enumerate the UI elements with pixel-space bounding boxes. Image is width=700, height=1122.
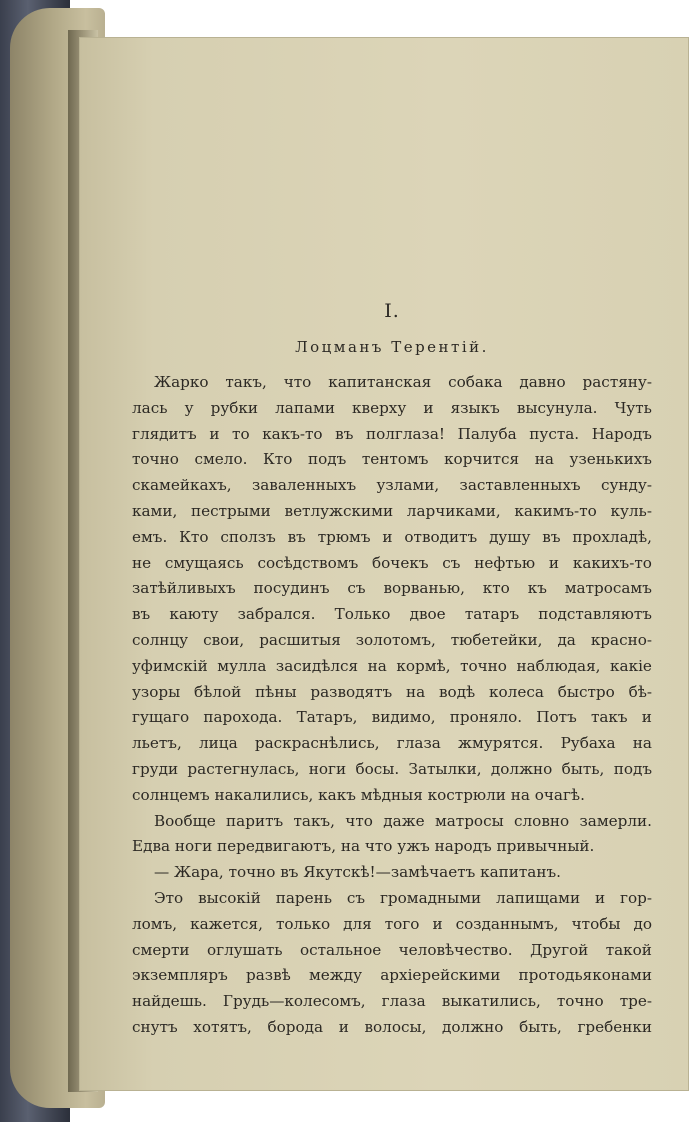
word: лица — [199, 734, 238, 753]
word: экземпляръ — [132, 966, 228, 985]
word: рубки — [210, 398, 259, 417]
word: нефтью — [474, 553, 536, 572]
word: высокій — [198, 888, 261, 907]
word: кажется, — [190, 914, 263, 933]
chapter-number: I. — [384, 300, 400, 322]
word: ларчиками, — [406, 501, 501, 520]
word: матросамъ — [564, 579, 652, 598]
text-line — [132, 989, 652, 1015]
word: остальное — [299, 940, 382, 959]
word: сунду- — [600, 476, 652, 495]
word: Потъ — [536, 708, 577, 727]
chapter-title: Лоцманъ Терентій. — [295, 338, 489, 356]
text-line — [132, 705, 652, 731]
word: гущаго — [132, 708, 190, 727]
word: скамейкахъ, — [132, 476, 232, 495]
word: узлами, — [376, 476, 440, 495]
word: посудинъ — [253, 579, 330, 598]
word: проняло. — [449, 708, 523, 727]
word: какъ-то — [262, 424, 323, 443]
word: снутъ — [132, 1017, 178, 1036]
word: быстро — [557, 682, 615, 701]
word: такъ, — [225, 373, 267, 391]
text-line — [132, 576, 652, 602]
word: растяну- — [582, 373, 652, 391]
word: для — [343, 914, 372, 933]
word: ворванью, — [383, 579, 465, 598]
word: смерти — [132, 940, 190, 959]
word: разводятъ — [310, 682, 393, 701]
word: человѣчество. — [398, 940, 513, 959]
text-line — [132, 886, 652, 912]
word: куль- — [610, 501, 652, 520]
word: кверху — [352, 398, 407, 417]
word: ломъ, — [132, 914, 178, 933]
word: растегнулась, — [187, 759, 300, 778]
word: босы. — [355, 759, 400, 778]
text-line — [132, 525, 652, 551]
word: съ — [347, 579, 366, 598]
word: громадными — [379, 888, 482, 907]
word: у — [184, 398, 194, 417]
word: между — [308, 966, 363, 985]
text-line — [132, 370, 652, 396]
word: ветлужскими — [284, 501, 394, 520]
word: точно — [556, 992, 604, 1011]
word: съ — [346, 888, 366, 907]
word: найдешь. — [132, 992, 207, 1011]
word: до — [633, 914, 652, 933]
word: словно — [514, 811, 570, 830]
word: уфимскій — [132, 656, 208, 675]
word: Кто — [179, 527, 209, 546]
word: волосы, — [364, 1017, 427, 1036]
word: Только — [334, 605, 391, 624]
word: Другой — [530, 940, 589, 959]
word: такъ — [590, 708, 628, 727]
word: Кто — [263, 450, 293, 469]
word: Чуть — [614, 398, 652, 417]
word: лапами — [275, 398, 335, 417]
word: прохладѣ, — [572, 527, 652, 546]
word: бочекъ — [372, 553, 429, 572]
word: то — [232, 424, 250, 443]
text-line: — Жара, точно въ Якутскѣ!—замѣчаетъ капитанъ. — [154, 863, 561, 882]
word: что — [283, 373, 312, 391]
word: протодьяконами — [518, 966, 652, 985]
word: глядитъ — [132, 424, 197, 443]
text-line — [132, 963, 652, 989]
word: выкатились, — [441, 992, 541, 1011]
text-line — [132, 680, 652, 706]
word: быть, — [561, 759, 605, 778]
word: и — [209, 424, 220, 443]
word: емъ. — [132, 527, 168, 546]
text-line — [132, 447, 652, 473]
word: забрался. — [237, 605, 316, 624]
word: не — [132, 553, 152, 572]
word: пуста. — [529, 424, 580, 443]
word: видимо, — [371, 708, 436, 727]
text-line — [132, 938, 652, 964]
text-line — [132, 654, 652, 680]
word: подставляютъ — [538, 605, 652, 624]
word: высунула. — [516, 398, 598, 417]
word: затѣйливыхъ — [132, 579, 236, 598]
word: такой — [605, 940, 652, 959]
word: подъ — [613, 759, 652, 778]
word: сосѣдствомъ — [257, 553, 359, 572]
word: свои, — [203, 630, 245, 649]
word: корчится — [444, 450, 520, 469]
word: только — [276, 914, 331, 933]
word: отводитъ — [404, 527, 478, 546]
text-line — [132, 602, 652, 628]
text-line — [132, 499, 652, 525]
word: да — [557, 630, 576, 649]
word: и — [641, 708, 652, 727]
word: должно — [442, 1017, 504, 1036]
word: лапищами — [496, 888, 581, 907]
word: Затылки, — [408, 759, 482, 778]
word: гор- — [620, 888, 652, 907]
word: смущаясь — [164, 553, 244, 572]
word: что — [345, 811, 373, 830]
word: груди — [132, 759, 179, 778]
word: хотятъ, — [193, 1017, 252, 1036]
word: и — [548, 553, 560, 572]
word: раскраснѣлись, — [254, 734, 380, 753]
text-line — [132, 1015, 652, 1041]
word: въ — [287, 527, 306, 546]
word: на — [405, 682, 426, 701]
word: смело. — [194, 450, 248, 469]
word: подъ — [307, 450, 347, 469]
word: гребенки — [577, 1017, 652, 1036]
word: въ — [335, 424, 354, 443]
word: матросы — [434, 811, 504, 830]
word: и — [338, 1017, 349, 1036]
word: и — [432, 914, 443, 933]
word: какимъ-то — [514, 501, 597, 520]
word: Жарко — [154, 373, 209, 391]
word: пестрыми — [191, 501, 271, 520]
word: заставленныхъ — [459, 476, 581, 495]
word: заваленныхъ — [251, 476, 357, 495]
word: льетъ, — [132, 734, 182, 753]
word: татаръ — [464, 605, 520, 624]
word: развѣ — [246, 966, 291, 985]
word: того — [384, 914, 420, 933]
word: узоры — [132, 682, 181, 701]
word: давно — [519, 373, 566, 391]
text-line — [132, 628, 652, 654]
word: кормѣ, — [396, 656, 451, 675]
word: тюбетейки, — [450, 630, 543, 649]
word: сползъ — [220, 527, 276, 546]
text-line — [132, 422, 652, 448]
word: бѣлой — [194, 682, 242, 701]
word: паритъ — [226, 811, 284, 830]
word: на — [632, 734, 652, 753]
word: точно — [460, 656, 507, 675]
word: мулла — [217, 656, 267, 675]
word: ками, — [132, 501, 178, 520]
word: полглаза! — [365, 424, 445, 443]
word: Это — [154, 888, 184, 907]
word: и — [595, 888, 606, 907]
word: солнцу — [132, 630, 189, 649]
word: парень — [275, 888, 332, 907]
word: золотомъ, — [355, 630, 436, 649]
word: Палуба — [457, 424, 517, 443]
word: даже — [383, 811, 425, 830]
word: Вообще — [154, 811, 216, 830]
word: каюту — [169, 605, 219, 624]
text-line: солнцемъ накалились, какъ мѣдныя кострюли на очагѣ. — [132, 785, 585, 804]
word: глаза — [396, 734, 441, 753]
word: узенькихъ — [569, 450, 652, 469]
word: и — [382, 527, 393, 546]
word: языкъ — [450, 398, 500, 417]
text-line — [132, 473, 652, 499]
book-page — [80, 38, 688, 1090]
word: Татаръ, — [296, 708, 358, 727]
word: чтобы — [571, 914, 621, 933]
word: точно — [132, 450, 179, 469]
text-line: Едва ноги передвигаютъ, на что ужъ народъ привычный. — [132, 837, 595, 856]
word: засидѣлся — [275, 656, 359, 675]
word: бѣ- — [628, 682, 652, 701]
word: кто — [482, 579, 510, 598]
word: трюмъ — [317, 527, 371, 546]
word: Народъ — [591, 424, 652, 443]
text-line — [132, 809, 652, 835]
word: жмурятся. — [458, 734, 544, 753]
word: и — [423, 398, 434, 417]
word: ноги — [308, 759, 347, 778]
word: на — [534, 450, 554, 469]
text-line — [132, 912, 652, 938]
word: какіе — [610, 656, 652, 675]
word: должно — [490, 759, 553, 778]
word: архіерейскими — [380, 966, 501, 985]
word: тре- — [619, 992, 652, 1011]
word: водѣ — [439, 682, 476, 701]
word: собака — [448, 373, 503, 391]
word: въ — [542, 527, 561, 546]
word: замерли. — [579, 811, 652, 830]
word: глаза — [381, 992, 426, 1011]
text-line — [132, 551, 652, 577]
word: капитанская — [328, 373, 432, 391]
word: Рубаха — [560, 734, 616, 753]
word: такъ, — [293, 811, 335, 830]
text-line — [132, 757, 652, 783]
word: душу — [489, 527, 531, 546]
page-text — [132, 300, 652, 1041]
word: парохода. — [203, 708, 283, 727]
text-line — [132, 396, 652, 422]
word: быть, — [519, 1017, 562, 1036]
word: расшитыя — [259, 630, 341, 649]
word: оглушать — [206, 940, 283, 959]
text-line — [132, 731, 652, 757]
word: въ — [132, 605, 151, 624]
word: созданнымъ, — [455, 914, 559, 933]
word: лась — [132, 398, 168, 417]
word: красно- — [590, 630, 652, 649]
word: какихъ-то — [572, 553, 652, 572]
word: тентомъ — [361, 450, 429, 469]
word: пѣны — [255, 682, 297, 701]
word: на — [367, 656, 387, 675]
word: наблюдая, — [516, 656, 601, 675]
word: борода — [267, 1017, 324, 1036]
word: съ — [442, 553, 461, 572]
word: къ — [527, 579, 547, 598]
word: колеса — [489, 682, 544, 701]
word: двое — [409, 605, 446, 624]
word: Грудь—колесомъ, — [222, 992, 366, 1011]
